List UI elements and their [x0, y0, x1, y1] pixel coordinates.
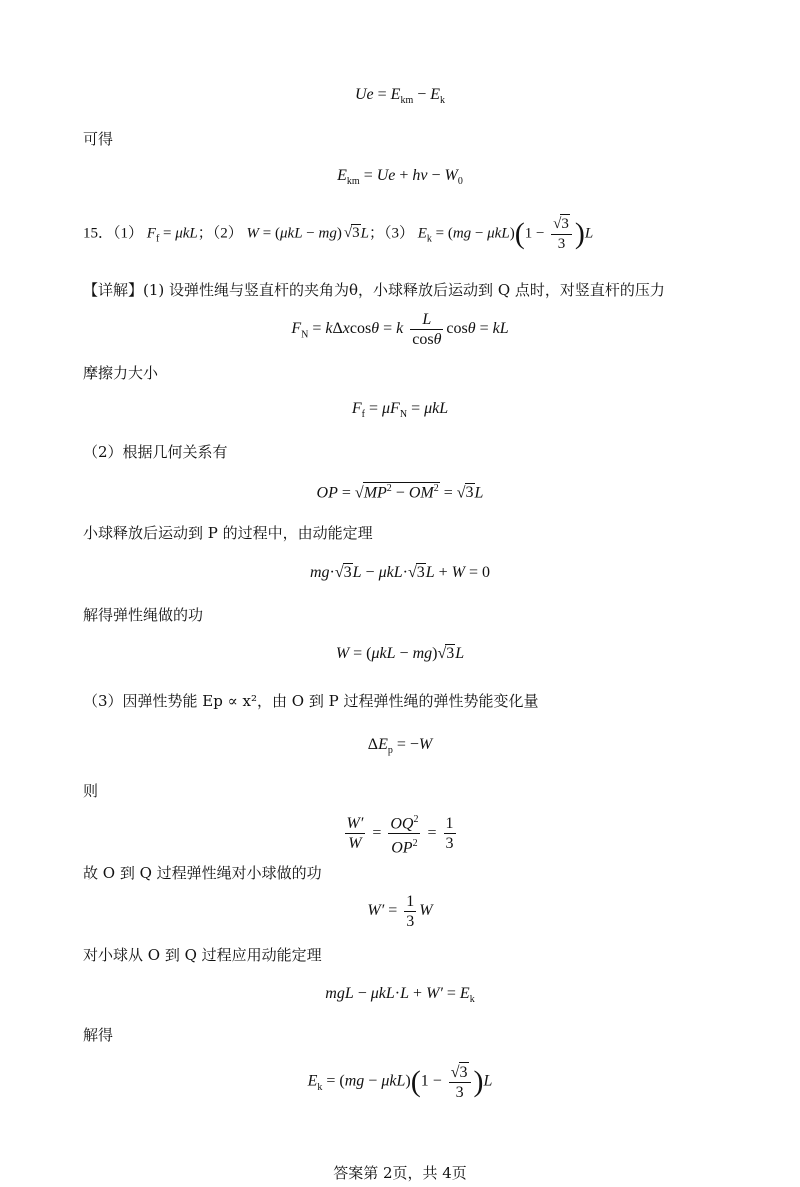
equation-4: $F_f = \mu F_N = \mu kL$	[351, 400, 449, 421]
equation-8: $\Delta E_p = -W$	[367, 736, 433, 757]
detail-line: 【详解】(1) 设弹性绳与竖直杆的夹角为θ，小球释放后运动到 Q 点时，对竖直杆的压力	[83, 281, 665, 299]
equation-3: $F_N = k\Delta xcos\theta = k$ $\frac{L}{\cos\theta}$ cosθ = kL	[291, 311, 509, 348]
equation-11: mgL − $\mu kL\cdot L + W' = E_k$	[325, 985, 475, 1006]
text-line-3: 摩擦力大小	[83, 364, 159, 382]
answer-line-15: 15．（1） $F_f = \mu kL$；（2） W = (μkL − mg) √3L；（3） $E_k = (mg - \mu kL)(1$ − $\frac{√3}{3}$ )L	[83, 216, 594, 252]
text-line-5: 小球释放后运动到 P 的过程中，由动能定理	[83, 524, 373, 542]
equation-1: $Ue = E_{km} - E_k$	[354, 86, 446, 107]
text-line-8: 则	[83, 782, 99, 800]
equation-6: mg·√3L − μkL·√3L + W = 0	[309, 564, 491, 581]
text-line-4: （2）根据几何关系有	[83, 443, 228, 461]
equation-9: $\frac{W'}{W}$ = $\frac{OQ^2}{OP^2}$ = $\frac{1}{3}$	[0, 810, 800, 858]
text-line-1: 可得	[83, 130, 114, 148]
equation-10: W′ = $\frac{1}{3}$ W	[367, 893, 433, 930]
text-line-6: 解得弹性绳做的功	[83, 606, 204, 624]
text-line-11: 解得	[83, 1026, 114, 1044]
equation-5: OP = $√MP^2 - OM^2 = √3L$	[316, 483, 484, 502]
equation-2: $E_{km} = Ue + h\nu - W_0$	[337, 167, 463, 188]
equation-7: W = (μkL − mg)√3L	[335, 645, 465, 662]
text-line-10: 对小球从 O 到 Q 过程应用动能定理	[83, 946, 322, 964]
equation-12: $E_k = (mg - \mu kL)(1$ − $\frac{√3}{3}$ )L	[307, 1064, 493, 1101]
text-line-9: 故 O 到 Q 过程弹性绳对小球做的功	[83, 864, 322, 882]
text-line-7: （3）因弹性势能 Ep ∝ x²，由 O 到 P 过程弹性绳的弹性势能变化量	[83, 692, 539, 710]
page-footer: 答案第 2页，共 4页	[333, 1164, 467, 1182]
